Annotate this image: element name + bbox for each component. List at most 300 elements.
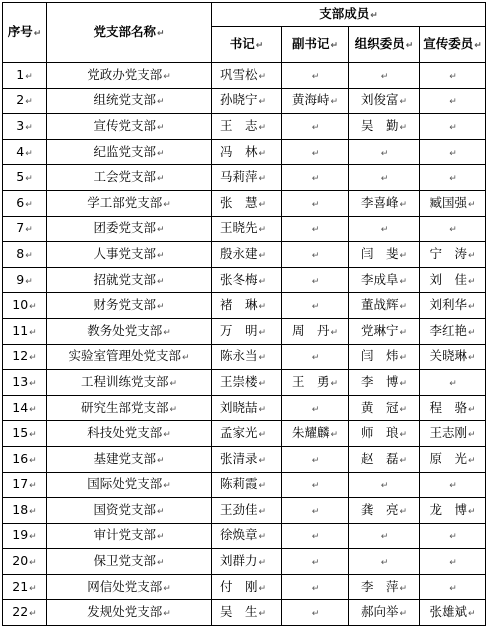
paragraph-mark: ↵ <box>380 71 389 82</box>
row-organization-member-text: 黄 冠 <box>360 399 399 415</box>
paragraph-mark: ↵ <box>380 148 389 159</box>
row-deputy-secretary <box>282 318 349 344</box>
paragraph-mark: ↵ <box>449 532 457 543</box>
row-seq <box>3 293 47 319</box>
row-seq-text: 19 <box>12 527 29 543</box>
row-secretary-text: 马莉萍 <box>220 169 258 185</box>
row-secretary <box>212 498 282 524</box>
row-organization-member <box>349 370 420 396</box>
paragraph-mark: ↵ <box>380 558 389 569</box>
table-row <box>3 523 486 549</box>
row-organization-member <box>349 498 420 524</box>
row-seq <box>3 139 47 165</box>
row-seq <box>3 190 47 216</box>
paragraph-mark: ↵ <box>311 609 320 620</box>
row-seq <box>3 370 47 396</box>
paragraph-mark: ↵ <box>258 558 267 569</box>
row-branch-name-text: 党政办党支部 <box>87 66 163 82</box>
row-publicity-member <box>420 574 486 600</box>
header-publicity-member: 宣传委员↵ <box>420 27 486 63</box>
table-row <box>3 446 486 472</box>
row-secretary-text: 褚 琳 <box>220 297 258 313</box>
row-secretary-text: 刘晓喆 <box>220 399 258 415</box>
row-organization-member <box>349 421 420 447</box>
row-deputy-secretary <box>282 139 349 165</box>
row-deputy-secretary <box>282 242 349 268</box>
row-secretary-text: 付 刚 <box>220 578 258 594</box>
paragraph-mark: ↵ <box>25 199 33 210</box>
table-row <box>3 344 486 370</box>
paragraph-mark: ↵ <box>156 532 165 543</box>
row-publicity-member <box>420 600 486 626</box>
paragraph-mark: ↵ <box>449 71 457 82</box>
row-secretary <box>212 165 282 191</box>
paragraph-mark: ↵ <box>258 481 267 492</box>
paragraph-mark: ↵ <box>330 430 339 441</box>
row-organization-member <box>349 318 420 344</box>
row-organization-member-text: 李 博 <box>360 373 399 389</box>
row-seq-text: 11 <box>12 322 29 338</box>
row-deputy-secretary <box>282 344 349 370</box>
paragraph-mark: ↵ <box>311 122 320 133</box>
row-branch-name <box>47 63 212 89</box>
row-seq <box>3 267 47 293</box>
row-seq-text: 12 <box>12 348 29 364</box>
paragraph-mark: ↵ <box>311 532 320 543</box>
paragraph-mark: ↵ <box>29 583 37 594</box>
row-publicity-member <box>420 523 486 549</box>
paragraph-mark: ↵ <box>399 122 408 133</box>
row-publicity-member <box>420 395 486 421</box>
row-publicity-member <box>420 139 486 165</box>
row-organization-member <box>349 216 420 242</box>
paragraph-mark: ↵ <box>163 327 171 338</box>
paragraph-mark: ↵ <box>258 430 267 441</box>
paragraph-mark: ↵ <box>311 353 320 364</box>
row-branch-name <box>47 114 212 140</box>
row-publicity-member <box>420 344 486 370</box>
paragraph-mark: ↵ <box>258 455 267 466</box>
paragraph-mark: ↵ <box>169 404 178 415</box>
row-seq <box>3 165 47 191</box>
paragraph-mark: ↵ <box>399 250 408 261</box>
row-publicity-member <box>420 293 486 319</box>
paragraph-mark: ↵ <box>163 71 171 82</box>
row-branch-name <box>47 574 212 600</box>
row-organization-member <box>349 395 420 421</box>
paragraph-mark: ↵ <box>467 199 476 210</box>
row-publicity-member <box>420 549 486 575</box>
row-seq <box>3 600 47 626</box>
paragraph-mark: ↵ <box>25 174 33 185</box>
row-deputy-secretary <box>282 88 349 114</box>
table-row <box>3 421 486 447</box>
paragraph-mark: ↵ <box>311 583 320 594</box>
row-branch-name-text: 工程训练党支部 <box>80 373 169 389</box>
row-publicity-member-text: 张雄斌 <box>429 604 467 620</box>
row-publicity-member-text: 王志刚 <box>429 425 467 441</box>
row-secretary <box>212 267 282 293</box>
paragraph-mark: ↵ <box>156 276 165 287</box>
row-branch-name-text: 研究生部党支部 <box>80 399 169 415</box>
row-publicity-member <box>420 216 486 242</box>
row-organization-member <box>349 344 420 370</box>
paragraph-mark: ↵ <box>258 353 267 364</box>
paragraph-mark: ↵ <box>449 583 457 594</box>
paragraph-mark: ↵ <box>399 583 408 594</box>
paragraph-mark: ↵ <box>399 378 408 389</box>
paragraph-mark: ↵ <box>399 276 408 287</box>
paragraph-mark: ↵ <box>311 199 320 210</box>
row-publicity-member-text: 臧国强 <box>429 194 467 210</box>
row-branch-name <box>47 370 212 396</box>
row-deputy-secretary-text: 黄海峙 <box>291 92 330 108</box>
row-branch-name-text: 组统党支部 <box>93 92 156 108</box>
paragraph-mark: ↵ <box>156 148 165 159</box>
header-organization-member: 组织委员↵ <box>349 27 420 63</box>
row-secretary <box>212 190 282 216</box>
row-seq <box>3 318 47 344</box>
row-organization-member-text: 党琳宁 <box>360 322 399 338</box>
row-branch-name <box>47 498 212 524</box>
paragraph-mark: ↵ <box>258 276 267 287</box>
row-secretary <box>212 600 282 626</box>
paragraph-mark: ↵ <box>29 506 37 517</box>
paragraph-mark: ↵ <box>467 404 476 415</box>
paragraph-mark: ↵ <box>311 148 320 159</box>
paragraph-mark: ↵ <box>258 506 267 517</box>
row-organization-member-text: 董战辉 <box>360 297 399 313</box>
row-seq-text: 16 <box>12 450 29 466</box>
row-secretary <box>212 63 282 89</box>
paragraph-mark: ↵ <box>467 455 476 466</box>
paragraph-mark: ↵ <box>156 506 165 517</box>
paragraph-mark: ↵ <box>311 250 320 261</box>
paragraph-mark: ↵ <box>311 481 320 492</box>
row-publicity-member-text: 宁 涛 <box>429 245 467 261</box>
row-branch-name-text: 国际处党支部 <box>87 476 163 492</box>
row-deputy-secretary <box>282 395 349 421</box>
paragraph-mark: ↵ <box>330 378 339 389</box>
row-branch-name-text: 实验室管理处党支部 <box>68 348 181 364</box>
table-row <box>3 293 486 319</box>
row-deputy-secretary <box>282 267 349 293</box>
row-secretary <box>212 446 282 472</box>
row-branch-name <box>47 165 212 191</box>
paragraph-mark: ↵ <box>380 174 389 185</box>
row-deputy-secretary-text: 王 勇 <box>291 373 330 389</box>
row-organization-member-text: 闫 斐 <box>360 245 399 261</box>
row-organization-member <box>349 549 420 575</box>
row-seq-text: 17 <box>12 476 29 492</box>
table-body <box>3 63 486 626</box>
row-seq-text: 20 <box>12 553 29 569</box>
paragraph-mark: ↵ <box>449 481 457 492</box>
row-deputy-secretary <box>282 446 349 472</box>
paragraph-mark: ↵ <box>467 250 476 261</box>
row-publicity-member <box>420 242 486 268</box>
table-row <box>3 165 486 191</box>
table-row <box>3 88 486 114</box>
paragraph-mark: ↵ <box>258 609 267 620</box>
row-publicity-member <box>420 63 486 89</box>
table-row <box>3 318 486 344</box>
row-seq-text: 1 <box>16 66 25 82</box>
paragraph-mark: ↵ <box>169 378 178 389</box>
row-secretary-text: 陈莉霞 <box>220 476 258 492</box>
paragraph-mark: ↵ <box>156 455 165 466</box>
row-organization-member <box>349 446 420 472</box>
row-branch-name <box>47 523 212 549</box>
row-seq-text: 22 <box>12 604 29 620</box>
row-branch-name-text: 审计党支部 <box>93 527 156 543</box>
row-organization-member-text: 龚 亮 <box>360 501 399 517</box>
row-branch-name-text: 人事党支部 <box>93 245 156 261</box>
row-branch-name-text: 网信处党支部 <box>87 578 163 594</box>
paragraph-mark: ↵ <box>258 148 267 159</box>
paragraph-mark: ↵ <box>163 430 171 441</box>
row-deputy-secretary <box>282 114 349 140</box>
table-row <box>3 472 486 498</box>
row-seq <box>3 395 47 421</box>
paragraph-mark: ↵ <box>258 532 267 543</box>
paragraph-mark: ↵ <box>311 506 320 517</box>
row-organization-member <box>349 242 420 268</box>
paragraph-mark: ↵ <box>467 609 476 620</box>
row-publicity-member <box>420 165 486 191</box>
header-branch-members: 支部成员↵ <box>212 3 486 27</box>
paragraph-mark: ↵ <box>399 506 408 517</box>
row-organization-member <box>349 574 420 600</box>
row-branch-name-text: 工会党支部 <box>93 169 156 185</box>
paragraph-mark: ↵ <box>156 250 165 261</box>
paragraph-mark: ↵ <box>449 558 457 569</box>
table-row <box>3 139 486 165</box>
paragraph-mark: ↵ <box>258 583 267 594</box>
row-deputy-secretary <box>282 523 349 549</box>
row-organization-member-text: 师 琅 <box>360 425 399 441</box>
row-deputy-secretary-text: 朱耀麟 <box>291 425 330 441</box>
paragraph-mark: ↵ <box>399 97 408 108</box>
paragraph-mark: ↵ <box>449 122 457 133</box>
row-organization-member-text: 李 萍 <box>360 578 399 594</box>
row-secretary-text: 冯 林 <box>220 143 258 159</box>
row-secretary <box>212 139 282 165</box>
paragraph-mark: ↵ <box>399 302 408 313</box>
paragraph-mark: ↵ <box>311 404 320 415</box>
row-seq <box>3 216 47 242</box>
row-seq-text: 21 <box>12 578 29 594</box>
row-seq-text: 2 <box>16 92 25 108</box>
row-seq <box>3 472 47 498</box>
paragraph-mark: ↵ <box>29 353 37 364</box>
row-publicity-member-text: 刘 佳 <box>429 271 467 287</box>
paragraph-mark: ↵ <box>156 97 165 108</box>
paragraph-mark: ↵ <box>156 174 165 185</box>
paragraph-mark: ↵ <box>163 583 171 594</box>
row-branch-name <box>47 267 212 293</box>
row-publicity-member <box>420 421 486 447</box>
paragraph-mark: ↵ <box>25 71 33 82</box>
row-organization-member <box>349 88 420 114</box>
branch-members-table <box>2 2 486 626</box>
paragraph-mark: ↵ <box>156 302 165 313</box>
paragraph-mark: ↵ <box>449 97 457 108</box>
table-row <box>3 267 486 293</box>
table-row <box>3 498 486 524</box>
header-seq: 序号↵ <box>3 3 47 63</box>
row-publicity-member-text: 刘利华 <box>429 297 467 313</box>
row-branch-name <box>47 318 212 344</box>
row-secretary <box>212 88 282 114</box>
paragraph-mark: ↵ <box>399 455 408 466</box>
row-publicity-member <box>420 114 486 140</box>
paragraph-mark: ↵ <box>399 430 408 441</box>
row-secretary <box>212 421 282 447</box>
row-branch-name <box>47 549 212 575</box>
header-secretary: 书记↵ <box>212 27 282 63</box>
row-seq-text: 7 <box>16 220 25 236</box>
row-seq <box>3 63 47 89</box>
row-deputy-secretary <box>282 370 349 396</box>
row-secretary-text: 张 慧 <box>220 194 258 210</box>
row-seq <box>3 498 47 524</box>
row-secretary <box>212 370 282 396</box>
paragraph-mark: ↵ <box>311 71 320 82</box>
row-secretary-text: 殷永建 <box>220 245 258 261</box>
row-deputy-secretary <box>282 190 349 216</box>
paragraph-mark: ↵ <box>311 276 320 287</box>
row-seq <box>3 574 47 600</box>
paragraph-mark: ↵ <box>467 327 476 338</box>
table-row <box>3 242 486 268</box>
row-branch-name <box>47 421 212 447</box>
row-branch-name <box>47 395 212 421</box>
row-branch-name-text: 宣传党支部 <box>93 117 156 133</box>
row-secretary-text: 徐焕章 <box>220 527 258 543</box>
row-organization-member-text: 闫 炜 <box>360 348 399 364</box>
row-publicity-member-text: 程 骆 <box>429 399 467 415</box>
paragraph-mark: ↵ <box>311 455 320 466</box>
row-secretary <box>212 293 282 319</box>
row-branch-name <box>47 293 212 319</box>
row-seq <box>3 344 47 370</box>
paragraph-mark: ↵ <box>156 225 165 236</box>
row-secretary <box>212 523 282 549</box>
row-seq-text: 3 <box>16 117 25 133</box>
row-branch-name-text: 学工部党支部 <box>87 194 163 210</box>
paragraph-mark: ↵ <box>163 481 171 492</box>
paragraph-mark: ↵ <box>181 353 190 364</box>
paragraph-mark: ↵ <box>29 609 37 620</box>
paragraph-mark: ↵ <box>258 122 267 133</box>
row-branch-name-text: 科技处党支部 <box>87 425 163 441</box>
row-deputy-secretary <box>282 165 349 191</box>
paragraph-mark: ↵ <box>330 97 339 108</box>
row-secretary <box>212 344 282 370</box>
paragraph-mark: ↵ <box>29 327 37 338</box>
row-secretary-text: 吴 生 <box>220 604 258 620</box>
row-secretary-text: 刘群力 <box>220 553 258 569</box>
paragraph-mark: ↵ <box>163 199 171 210</box>
row-publicity-member <box>420 318 486 344</box>
paragraph-mark: ↵ <box>258 327 267 338</box>
paragraph-mark: ↵ <box>258 199 267 210</box>
row-deputy-secretary <box>282 472 349 498</box>
paragraph-mark: ↵ <box>449 148 457 159</box>
table-row <box>3 190 486 216</box>
row-deputy-secretary <box>282 421 349 447</box>
row-seq <box>3 446 47 472</box>
row-organization-member-text: 李喜峰 <box>360 194 399 210</box>
row-branch-name-text: 财务党支部 <box>93 297 156 313</box>
row-branch-name-text: 招就党支部 <box>93 271 156 287</box>
table-row <box>3 600 486 626</box>
row-deputy-secretary <box>282 293 349 319</box>
row-seq-text: 10 <box>12 297 29 313</box>
paragraph-mark: ↵ <box>467 506 476 517</box>
paragraph-mark: ↵ <box>29 430 37 441</box>
row-deputy-secretary <box>282 216 349 242</box>
paragraph-mark: ↵ <box>156 558 165 569</box>
row-branch-name-text: 教务处党支部 <box>87 322 163 338</box>
paragraph-mark: ↵ <box>380 481 389 492</box>
row-secretary <box>212 549 282 575</box>
paragraph-mark: ↵ <box>399 199 408 210</box>
row-branch-name <box>47 242 212 268</box>
paragraph-mark: ↵ <box>399 353 408 364</box>
row-seq-text: 6 <box>16 194 25 210</box>
table-row <box>3 549 486 575</box>
paragraph-mark: ↵ <box>29 302 37 313</box>
paragraph-mark: ↵ <box>449 378 457 389</box>
row-secretary <box>212 216 282 242</box>
paragraph-mark: ↵ <box>311 174 320 185</box>
row-deputy-secretary <box>282 498 349 524</box>
paragraph-mark: ↵ <box>163 609 171 620</box>
row-branch-name-text: 发规处党支部 <box>87 604 163 620</box>
table-row <box>3 395 486 421</box>
row-seq-text: 5 <box>16 169 25 185</box>
row-secretary <box>212 395 282 421</box>
table-row <box>3 63 486 89</box>
paragraph-mark: ↵ <box>399 404 408 415</box>
row-secretary-text: 王崇楼 <box>220 373 258 389</box>
row-deputy-secretary-text: 周 丹 <box>291 322 330 338</box>
row-seq-text: 9 <box>16 271 25 287</box>
paragraph-mark: ↵ <box>399 327 408 338</box>
paragraph-mark: ↵ <box>25 225 33 236</box>
row-publicity-member-text: 李红艳 <box>429 322 467 338</box>
row-secretary-text: 张冬梅 <box>220 271 258 287</box>
row-secretary <box>212 318 282 344</box>
row-deputy-secretary <box>282 574 349 600</box>
row-secretary-text: 万 明 <box>220 322 258 338</box>
table-row <box>3 216 486 242</box>
row-publicity-member <box>420 446 486 472</box>
paragraph-mark: ↵ <box>258 302 267 313</box>
paragraph-mark: ↵ <box>29 455 37 466</box>
row-secretary-text: 王晓先 <box>220 220 258 236</box>
paragraph-mark: ↵ <box>449 174 457 185</box>
paragraph-mark: ↵ <box>380 532 389 543</box>
row-publicity-member-text: 关晓琳 <box>429 348 467 364</box>
row-secretary <box>212 472 282 498</box>
row-organization-member <box>349 293 420 319</box>
row-organization-member <box>349 190 420 216</box>
row-organization-member <box>349 600 420 626</box>
row-secretary-text: 孟家光 <box>220 425 258 441</box>
